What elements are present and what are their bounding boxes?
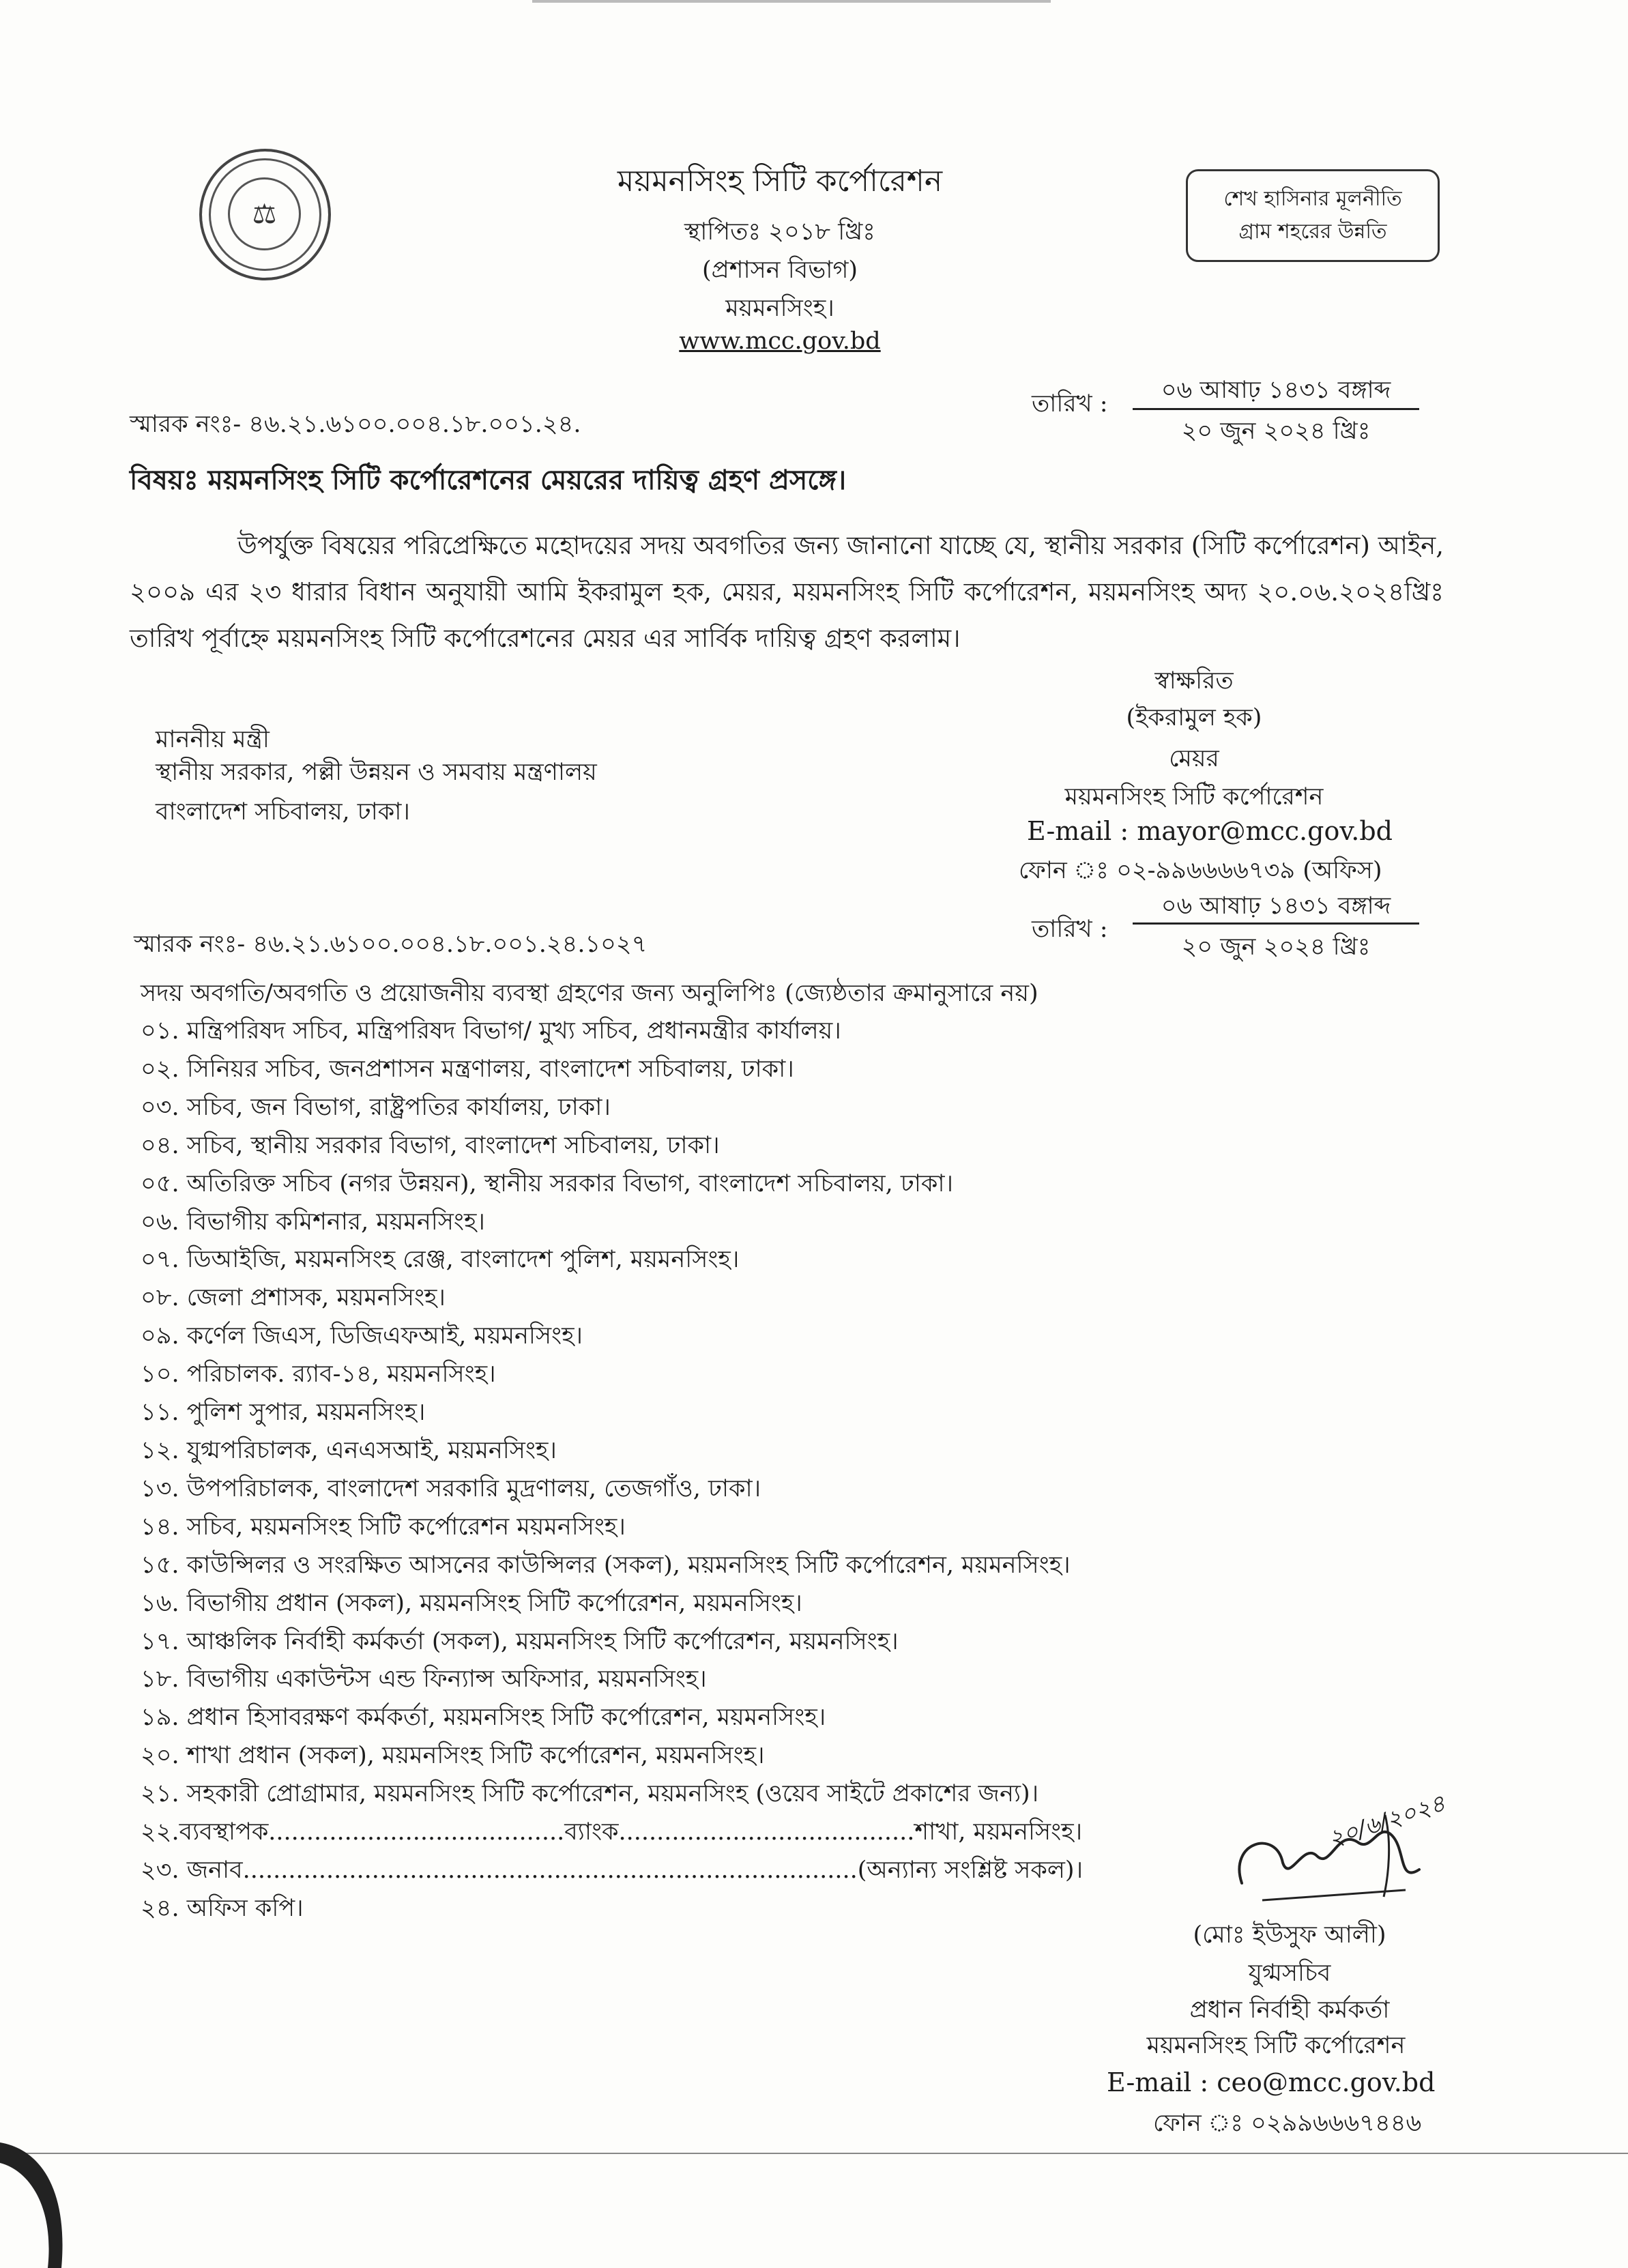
- cc-list: [141, 1013, 1083, 1928]
- ceo-name: (মোঃ ইউসুফ আলী): [1193, 1921, 1386, 1949]
- ceo-title: যুগ্মসচিব: [1248, 1960, 1331, 1987]
- scan-corner-stain: [0, 2136, 109, 2268]
- seal-emblem-icon: ⚖: [228, 177, 301, 250]
- date-english: ২০ জুন ২০২৪ খ্রিঃ: [1181, 418, 1371, 445]
- ceo-role: প্রধান নির্বাহী কর্মকর্তা: [1189, 1996, 1390, 2024]
- mayor-phone: ফোন ঃ ০২-৯৯৬৬৬৬৭৩৯ (অফিস): [1019, 857, 1382, 884]
- signed-label: স্বাক্ষরিত: [1154, 667, 1234, 695]
- list-item: ১৮. বিভাগীয় একাউন্টস এন্ড ফিন্যান্স অফিসার, ময়মনসিংহ।: [141, 1666, 707, 1693]
- corporation-seal-icon: [199, 149, 331, 280]
- list-item: ২২.ব্যবস্থাপক.......................................ব্যাংক.......................................শাখা, ময়মনসিংহ।: [141, 1818, 1083, 1846]
- ceo-email: E-mail : ceo@mcc.gov.bd: [1107, 2067, 1436, 2097]
- date-divider: [1133, 408, 1419, 410]
- ceo-org: ময়মনসিংহ সিটি কর্পোরেশন: [1146, 2032, 1406, 2059]
- cc-heading: সদয় অবগতি/অবগতি ও প্রয়োজনীয় ব্যবস্থা গ্রহণের জন্য অনুলিপিঃ (জ্যেষ্ঠতার ক্রমানুসারে নয়): [141, 980, 1038, 1007]
- list-item: ০৬. বিভাগীয় কমিশনার, ময়মনসিংহ।: [141, 1208, 485, 1236]
- mayor-email: E-mail : mayor@mcc.gov.bd: [1027, 816, 1393, 846]
- list-item: ২১. সহকারী প্রোগ্রামার, ময়মনসিংহ সিটি কর্পোরেশন, ময়মনসিংহ (ওয়েব সাইটে প্রকাশের জন্য)।: [141, 1780, 1039, 1808]
- list-item: ০৩. সচিব, জন বিভাগ, রাষ্ট্রপতির কার্যালয়, ঢাকা।: [141, 1093, 611, 1121]
- list-item: ১২. যুগ্মপরিচালক, এনএসআই, ময়মনসিংহ।: [141, 1436, 557, 1464]
- scan-bottom-line: [0, 2153, 1628, 2154]
- date-bangla: ০৬ আষাঢ় ১৪৩১ বঙ্গাব্দ: [1161, 377, 1391, 404]
- org-name: ময়মনসিংহ সিটি কর্পোরেশন: [617, 164, 943, 199]
- list-item: ১৭. আঞ্চলিক নির্বাহী কর্মকর্তা (সকল), ময়মনসিংহ সিটি কর্পোরেশন, ময়মনসিংহ।: [141, 1627, 899, 1655]
- date-label: তারিখ :: [1032, 390, 1108, 418]
- scan-top-edge: [532, 0, 1051, 3]
- memo2-date-label: তারিখ :: [1032, 916, 1108, 943]
- list-item: ১৫. কাউন্সিলর ও সংরক্ষিত আসনের কাউন্সিলর (সকল), ময়মনসিংহ সিটি কর্পোরেশন, ময়মনসিংহ।: [141, 1551, 1071, 1579]
- ceo-phone: ফোন ঃ ০২৯৯৬৬৬৭৪৪৬: [1153, 2110, 1422, 2137]
- mayor-title: মেয়র: [1169, 745, 1219, 772]
- mayor-org: ময়মনসিংহ সিটি কর্পোরেশন: [1064, 783, 1324, 811]
- department-line: (প্রশাসন বিভাগ): [701, 257, 858, 284]
- list-item: ২০. শাখা প্রধান (সকল), ময়মনসিংহ সিটি কর্পোরেশন, ময়মনসিংহ।: [141, 1742, 765, 1770]
- list-item: ০৯. কর্ণেল জিএস, ডিজিএফআই, ময়মনসিংহ।: [141, 1322, 583, 1350]
- list-item: ০৭. ডিআইজি, ময়মনসিংহ রেঞ্জ, বাংলাদেশ পুলিশ, ময়মনসিংহ।: [141, 1246, 740, 1274]
- memo2-date-english: ২০ জুন ২০২৪ খ্রিঃ: [1181, 933, 1371, 961]
- slogan-line-1: শেখ হাসিনার মূলনীতি: [1223, 187, 1402, 211]
- mayor-name: (ইকরামুল হক): [1126, 704, 1262, 731]
- slogan-box: [1186, 169, 1440, 262]
- list-item: ০৪. সচিব, স্থানীয় সরকার বিভাগ, বাংলাদেশ সচিবালয়, ঢাকা।: [141, 1131, 720, 1159]
- memo2-date-bangla: ০৬ আষাঢ় ১৪৩১ বঙ্গাব্দ: [1161, 892, 1391, 920]
- list-item: ২৪. অফিস কপি।: [141, 1894, 304, 1922]
- list-item: ১১. পুলিশ সুপার, ময়মনসিংহ।: [141, 1399, 426, 1427]
- list-item: ০২. সিনিয়র সচিব, জনপ্রশাসন মন্ত্রণালয়, বাংলাদেশ সচিবালয়, ঢাকা।: [141, 1055, 794, 1083]
- established-line: স্থাপিতঃ ২০১৮ খ্রিঃ: [684, 218, 875, 246]
- list-item: ১৯. প্রধান হিসাবরক্ষণ কর্মকর্তা, ময়মনসিংহ সিটি কর্পোরেশন, ময়মনসিংহ।: [141, 1704, 826, 1732]
- list-item: ১৩. উপপরিচালক, বাংলাদেশ সরকারি মুদ্রণালয়, তেজগাঁও, ঢাকা।: [141, 1474, 761, 1502]
- memo2-date-divider: [1133, 922, 1419, 925]
- slogan-line-2: গ্রাম শহরের উন্নতি: [1238, 220, 1387, 244]
- body-paragraph: উপর্যুক্ত বিষয়ের পরিপ্রেক্ষিতে মহোদয়ের সদয় অবগতির জন্য জানানো যাচ্ছে যে, স্থানীয় সরকার (সিটি কর্পোরেশন) আইন, ২০০৯ এর ২৩ ধারার বিধান অনুযায়ী আমি ইকরামুল হক, মেয়র, ময়মনসিংহ সিটি কর্পোরেশন, ময়মনসিংহ অদ্য ২০.০৬.২০২৪খ্রিঃ তারিখ পূর্বাহ্নে ময়মনসিংহ সিটি কর্পোরেশনের মেয়র এর সার্বিক দায়িত্ব গ্রহণ করলাম।: [130, 531, 1444, 653]
- website-link[interactable]: www.mcc.gov.bd: [679, 328, 881, 355]
- recipient-line-1: মাননীয় মন্ত্রী: [156, 726, 270, 753]
- subject-line: বিষয়ঃ ময়মনসিংহ সিটি কর্পোরেশনের মেয়রের দায়িত্ব গ্রহণ প্রসঙ্গে।: [130, 464, 847, 496]
- memo2-ref: স্মারক নংঃ- ৪৬.২১.৬১০০.০০৪.১৮.০০১.২৪.১০২৭: [134, 931, 648, 958]
- list-item: ১০. পরিচালক. র‌্যাব-১৪, ময়মনসিংহ।: [141, 1361, 496, 1389]
- list-item: ১৬. বিভাগীয় প্রধান (সকল), ময়মনসিংহ সিটি কর্পোরেশন, ময়মনসিংহ।: [141, 1589, 802, 1617]
- list-item: ০৮. জেলা প্রশাসক, ময়মনসিংহ।: [141, 1284, 446, 1312]
- list-item: ১৪. সচিব, ময়মনসিংহ সিটি কর্পোরেশন ময়মনসিংহ।: [141, 1513, 626, 1541]
- memo-ref: স্মারক নংঃ- ৪৬.২১.৬১০০.০০৪.১৮.০০১.২৪.: [130, 411, 581, 438]
- recipient-line-2: স্থানীয় সরকার, পল্লী উন্নয়ন ও সমবায় মন্ত্রণালয়: [156, 759, 597, 786]
- list-item: ২৩. জনাব.................................................................................(অন্যান্য সংশ্লিষ্ট সকল)।: [141, 1856, 1084, 1884]
- recipient-line-3: বাংলাদেশ সচিবালয়, ঢাকা।: [156, 798, 410, 826]
- list-item: ০৫. অতিরিক্ত সচিব (নগর উন্নয়ন), স্থানীয় সরকার বিভাগ, বাংলাদেশ সচিবালয়, ঢাকা।: [141, 1169, 954, 1197]
- list-item: ০১. মন্ত্রিপরিষদ সচিব, মন্ত্রিপরিষদ বিভাগ/ মুখ্য সচিব, প্রধানমন্ত্রীর কার্যালয়।: [141, 1017, 841, 1045]
- handwritten-date: ২০/৬/২০২৪: [1324, 1789, 1449, 1853]
- city-line: ময়মনসিংহ।: [725, 295, 834, 322]
